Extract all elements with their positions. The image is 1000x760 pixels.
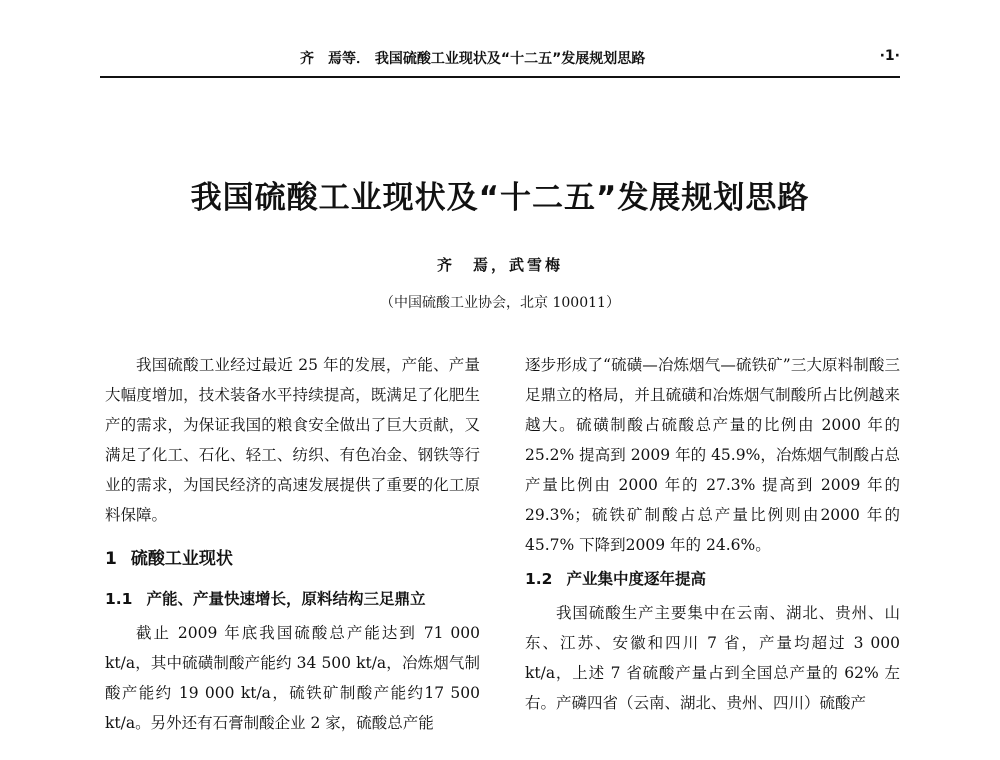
subsection-number: 1.1 [105, 590, 133, 608]
right-column [525, 350, 900, 718]
subsection-1-2-paragraph: 我国硫酸生产主要集中在云南、湖北、贵州、山东、江苏、安徽和四川 7 省，产量均超过 3 000 kt/a，上述 7 省硫酸产量占到全国总产量的 62% 左右。产磷四省（云南、湖北、贵州、四川）硫酸产 [525, 604, 900, 712]
section-heading-1 [105, 544, 480, 574]
subsection-heading-1-2 [525, 564, 900, 594]
article-authors: 齐 焉，武雪梅 [436, 256, 563, 274]
subsection-heading-1-1 [105, 584, 480, 614]
subsection-title: 产业集中度逐年提高 [566, 570, 706, 588]
subsection-title: 产能、产量快速增长，原料结构三足鼎立 [146, 590, 426, 608]
article-affiliation: （中国硫酸工业协会，北京 100011） [380, 295, 620, 311]
subsection-number: 1.2 [525, 570, 553, 588]
running-head-text [300, 48, 645, 68]
section-title: 硫酸工业现状 [130, 549, 233, 569]
continued-paragraph: 逐步形成了“硫磺—冶炼烟气—硫铁矿”三大原料制酸三足鼎立的格局，并且硫磺和冶炼烟气制酸所占比例越来越大。硫磺制酸占硫酸总产量的比例由 2000 年的 25.2% 提高到 2009 年的 45.9%，冶炼烟气制酸占总产量比例由 2000 年的 27.3% 提高到 2009 年的 29.3%；硫铁矿制酸占总产量比例则由2000 年的45.7% 下降到2009 年的 24.6%。 [525, 356, 900, 554]
section-number: 1 [105, 549, 117, 569]
running-head-title: 我国硫酸工业现状及“十二五”发展规划思路 [374, 51, 646, 67]
page-number: ·1· [879, 48, 900, 64]
subsection-1-1-paragraph: 截止 2009 年底我国硫酸总产能达到 71 000 kt/a，其中硫磺制酸产能约 34 500 kt/a，冶炼烟气制酸产能约 19 000 kt/a，硫铁矿制酸产能约17 500 kt/a。另外还有石膏制酸企业 2 家，硫酸总产能 [105, 624, 480, 732]
running-head-authors: 齐 焉等． [300, 51, 370, 67]
header-rule [100, 76, 900, 78]
article-title: 我国硫酸工业现状及“十二五”发展规划思路 [190, 180, 810, 216]
intro-paragraph: 我国硫酸工业经过最近 25 年的发展，产能、产量大幅度增加，技术装备水平持续提高，既满足了化肥生产的需求，为保证我国的粮食安全做出了巨大贡献，又满足了化工、石化、轻工、纺织、有色冶金、钢铁等行业的需求，为国民经济的高速发展提供了重要的化工原料保障。 [105, 356, 480, 524]
left-column [105, 350, 480, 738]
